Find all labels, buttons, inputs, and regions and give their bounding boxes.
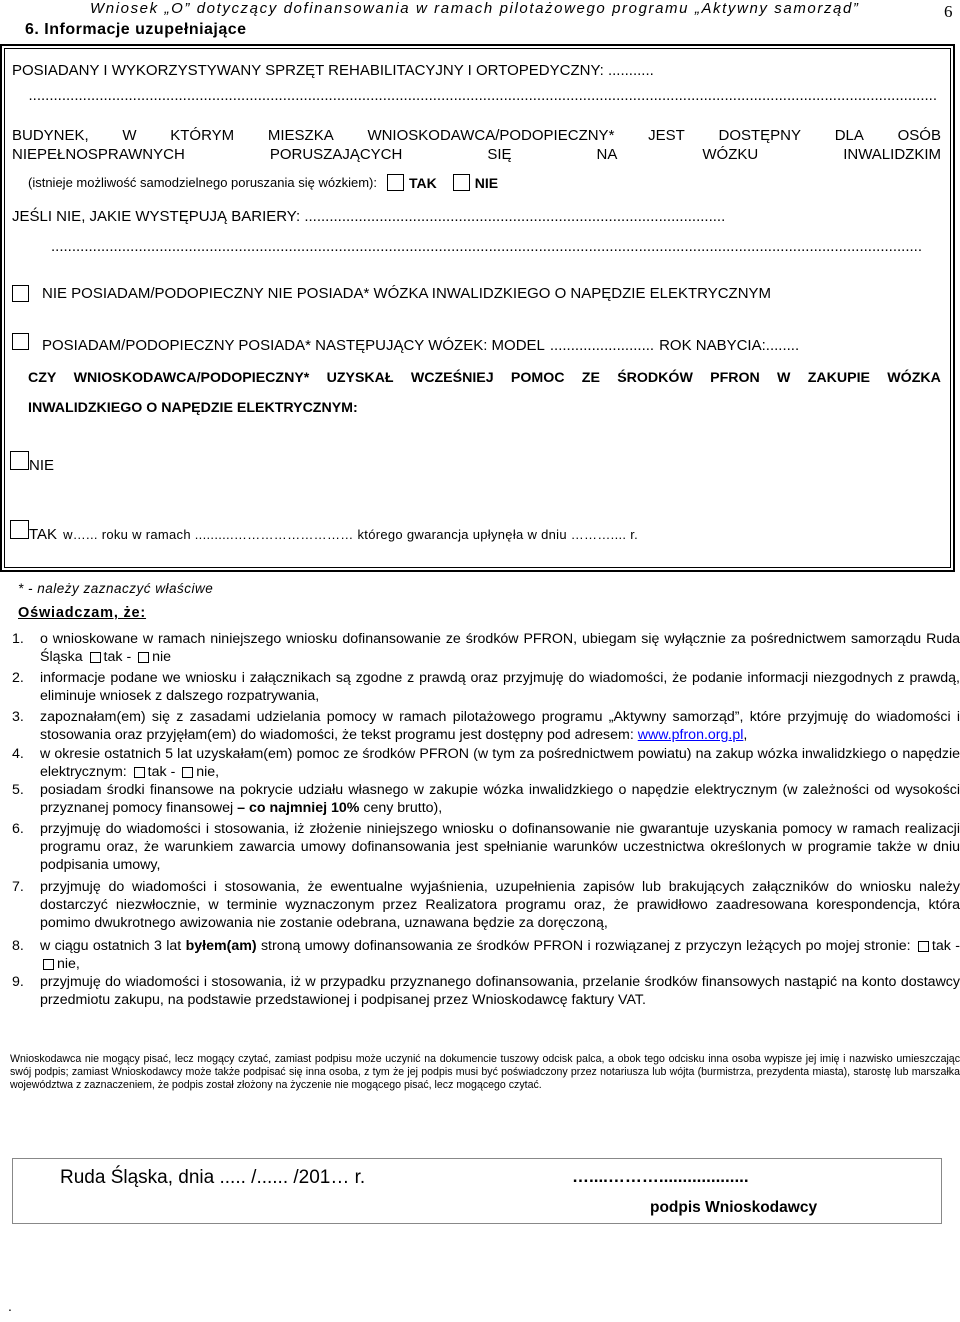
nie-checkbox[interactable] <box>43 959 54 970</box>
nie-label: nie, <box>196 764 220 780</box>
wheelchair-access-row <box>28 174 498 191</box>
item-number: 6. <box>12 821 24 837</box>
form-frame-inner <box>4 48 951 568</box>
item-number: 8. <box>12 938 24 954</box>
tak-label: TAK <box>408 174 437 191</box>
has-wheelchair-checkbox[interactable] <box>12 333 29 350</box>
question-word: CZY <box>28 370 57 386</box>
nie-label: NIE <box>474 174 499 191</box>
signature-dots[interactable]: …....………................... <box>572 1167 749 1186</box>
declaration-item-9 <box>12 973 960 1009</box>
building-word: DLA <box>834 127 864 144</box>
question-word: WCZEŚNIEJ <box>410 370 494 386</box>
item-text-pre: w ciągu ostatnich 3 lat <box>40 938 182 954</box>
item-text: przyjmuję do wiadomości i stosowania, że ewentualne wyjaśnienia, uzupełnienia zapisów lub brakujących załączników do wniosku należy dostarczyć niezwłocznie, w terminie wyznaczonym przez Realizatora programu oraz, że prawidłowo zaadresowana korespondencja, która pomimo dwukrotnego awizowania nie zostanie odebrana, uznawana będzie za doręczoną, <box>40 879 960 931</box>
equipment-label: POSIADANY I WYKORZYSTYWANY SPRZĘT REHABILITACYJNY I ORTOPEDYCZNY: <box>12 62 604 79</box>
item-text: w okresie ostatnich 5 lat uzyskałam(em) pomoc ze środków PFRON (w tym za pośrednictwem powiatu) na zakup wózka inwalidzkiego o napędzie elektrycznym: <box>40 746 960 780</box>
tak-checkbox[interactable] <box>918 941 929 952</box>
nie-checkbox[interactable] <box>138 652 149 663</box>
barriers-dots[interactable]: ..................................................................................................... <box>304 208 726 225</box>
declaration-item-3 <box>12 708 960 744</box>
barriers-row <box>12 208 725 225</box>
building-word: BUDYNEK, <box>12 127 89 144</box>
item-text: zapoznałam(em) się z zasadami udzielania pomocy w ramach pilotażowego programu „Aktywny samorząd”, które przyjmuję do wiadomości i stosowania oraz przyjęłam(em) do wiadomości, że tekst programu jest dostępny pod adresem: <box>40 709 960 743</box>
building-word: NIEPEŁNOSPRAWNYCH <box>12 146 185 163</box>
building-word: INWALIDZKIM <box>843 146 941 163</box>
answer-tak-row <box>10 520 639 543</box>
no-wheelchair-label: NIE POSIADAM/PODOPIECZNY NIE POSIADA* WÓZKA INWALIDZKIEGO O NAPĘDZIE ELEKTRYCZNYM <box>42 285 772 302</box>
separator: - <box>126 649 132 665</box>
tak-checkbox[interactable] <box>387 174 404 191</box>
page-number: 6 <box>944 2 953 21</box>
nie-checkbox[interactable] <box>453 174 470 191</box>
answer-nie-checkbox[interactable] <box>10 451 29 470</box>
answer-tak-label: TAK <box>29 526 58 543</box>
equipment-dots[interactable]: ........... <box>607 62 654 79</box>
building-word: DOSTĘPNY <box>718 127 802 144</box>
question-word: ŚRODKÓW <box>617 370 693 386</box>
separator: - <box>955 938 960 954</box>
item-text: o wnioskowane w ramach niniejszego wniosku dofinansowanie ze środków PFRON, ubiegam się wyłącznie za pośrednictwem samorządu Ruda Śląska <box>40 631 960 665</box>
declaration-item-2 <box>12 669 960 705</box>
pfron-question-line-1 <box>28 370 941 386</box>
document-title: Wniosek „O” dotyczący dofinansowania w ramach pilotażowego programu „Aktywny samorząd” <box>90 0 860 17</box>
building-word: NA <box>596 146 618 163</box>
section-title: 6. Informacje uzupełniające <box>25 21 247 38</box>
declaration-heading: Oświadczam, że: <box>18 605 147 621</box>
equipment-row <box>12 62 654 79</box>
building-word: KTÓRYM <box>170 127 235 144</box>
declaration-item-5 <box>12 781 960 817</box>
question-word: ZE <box>581 370 600 386</box>
tak-checkbox[interactable] <box>90 652 101 663</box>
nie-label: nie, <box>57 956 80 972</box>
building-word: WÓZKU <box>702 146 759 163</box>
question-word: ZAKUPIE <box>807 370 870 386</box>
item-text: posiadam środki finansowe na pokrycie udziału własnego w zakupie wózka inwalidzkiego o napędzie elektrycznym (w zależności od wysokości przyznanej pomocy finansowej <box>40 782 960 816</box>
footnote-marker-note: * - należy zaznaczyć właściwe <box>18 581 214 596</box>
item-text: stroną umowy dofinansowania ze środków PFRON i rozwiązanej z przyczyn leżących po mojej stronie: <box>260 938 911 954</box>
pfron-link[interactable]: www.pfron.org.pl <box>637 727 744 743</box>
signature-footnote: Wnioskodawca nie mogący pisać, lecz mogący czytać, zamiast podpisu może uczynić na dokumencie tuszowy odcisk palca, a obok tego odcisku inna osoba wypisze jej imię i nazwisko umieszczając swój podpis; zamiast Wnioskodawcy może także podpisać się inna osoba, z tym że jej podpis musi być poświadczony przez notariusza lub wójta (burmistrza, prezydenta miasta), starostę lub marszałka województwa z zaznaczeniem, że podpis został złożony na życzenie nie mogącego pisać, lecz mogącego czytać. <box>10 1053 960 1091</box>
question-word: UZYSKAŁ <box>326 370 394 386</box>
year-dots[interactable]: ........ <box>765 337 800 354</box>
answer-nie-label: NIE <box>29 457 55 474</box>
item-text: przyjmuję do wiadomości i stosowania, iż złożenie niniejszego wniosku o dofinansowanie nie gwarantuje uzyskania pomocy w ramach realizacji programu oraz, że warunkiem zawarcia umowy dofinansowania jest spełnianie warunków uczestnictwa określonych w programie także w dniu podpisania umowy, <box>40 821 960 873</box>
wheelchair-note: (istnieje możliwość samodzielnego poruszania się wózkiem): <box>28 175 377 190</box>
place-date[interactable]: Ruda Śląska, dnia ..... /...... /201… r. <box>60 1167 366 1188</box>
bottom-mark: . <box>8 1298 12 1314</box>
no-wheelchair-checkbox[interactable] <box>12 285 29 302</box>
building-word: MIESZKA <box>267 127 334 144</box>
nie-label: nie <box>152 649 172 665</box>
item-bold: byłem(am) <box>185 938 257 954</box>
building-word: PORUSZAJĄCYCH <box>269 146 403 163</box>
item-number: 1. <box>12 631 24 647</box>
item-number: 4. <box>12 746 24 762</box>
option-no-wheelchair <box>12 285 771 302</box>
answer-tak-detail[interactable]: w…... roku w ramach ..........……………………… którego gwarancja upłynęła w dniu ……….... r. <box>63 527 639 542</box>
declaration-item-8 <box>12 937 960 973</box>
building-word: JEST <box>648 127 685 144</box>
question-word: W <box>777 370 791 386</box>
declaration-item-4 <box>12 745 960 781</box>
barriers-label: JEŚLI NIE, JAKIE WYSTĘPUJĄ BARIERY: <box>12 208 301 225</box>
tak-label: tak <box>931 938 951 954</box>
building-word: OSÓB <box>897 127 941 144</box>
building-line-1 <box>12 127 941 144</box>
nie-checkbox[interactable] <box>182 767 193 778</box>
item-number: 7. <box>12 879 24 895</box>
pfron-question-line-2: INWALIDZKIEGO O NAPĘDZIE ELEKTRYCZNYM: <box>28 400 358 416</box>
building-word: W <box>122 127 137 144</box>
building-word: WNIOSKODAWCA/PODOPIECZNY* <box>367 127 615 144</box>
separator: - <box>170 764 176 780</box>
question-word: POMOC <box>510 370 565 386</box>
question-word: PFRON <box>710 370 760 386</box>
item-number: 2. <box>12 670 24 686</box>
item-end: , <box>743 727 748 743</box>
item-text: przyjmuję do wiadomości i stosowania, iż w przypadku przyznanego dofinansowania, przelanie środków finansowych nastąpić na konto dostawcy przedmiotu zakupu, na podstawie przedstawionej i podpisanej przez Wnioskodawcę faktury VAT. <box>40 974 960 1008</box>
tak-label: tak <box>103 649 123 665</box>
equipment-dots-line[interactable]: .......................................................................................................................................................................................................................... <box>28 87 937 104</box>
tak-label: tak <box>147 764 167 780</box>
item-bold: – co najmniej 10% <box>237 800 360 816</box>
barriers-dots-line[interactable]: ................................................................................................................................................................................................................. <box>50 238 922 255</box>
item-number: 5. <box>12 782 24 798</box>
option-has-wheelchair <box>12 329 799 354</box>
answer-tak-checkbox[interactable] <box>10 520 29 539</box>
item-end: ceny brutto), <box>363 800 443 816</box>
question-word: WNIOSKODAWCA/PODOPIECZNY* <box>73 370 310 386</box>
model-dots[interactable]: ......................... <box>549 337 655 354</box>
answer-nie-row <box>10 451 55 474</box>
has-wheelchair-label: POSIADAM/PODOPIECZNY POSIADA* NASTĘPUJĄCY WÓZEK: MODEL <box>42 337 545 354</box>
item-number: 9. <box>12 974 24 990</box>
building-word: SIĘ <box>487 146 512 163</box>
declaration-item-7 <box>12 878 960 932</box>
tak-checkbox[interactable] <box>134 767 145 778</box>
signature-label: podpis Wnioskodawcy <box>650 1199 818 1216</box>
year-label: ROK NABYCIA: <box>659 337 766 354</box>
declaration-item-1 <box>12 630 960 666</box>
item-number: 3. <box>12 709 24 725</box>
declaration-item-6 <box>12 820 960 874</box>
building-line-2 <box>12 146 941 163</box>
item-text: informacje podane we wniosku i załącznikach są zgodne z prawdą oraz przyjmuję do wiadomości, że podanie informacji niezgodnych z prawdą, eliminuje wniosek z dalszego rozpatrywania, <box>40 670 960 704</box>
question-word: WÓZKA <box>887 370 941 386</box>
